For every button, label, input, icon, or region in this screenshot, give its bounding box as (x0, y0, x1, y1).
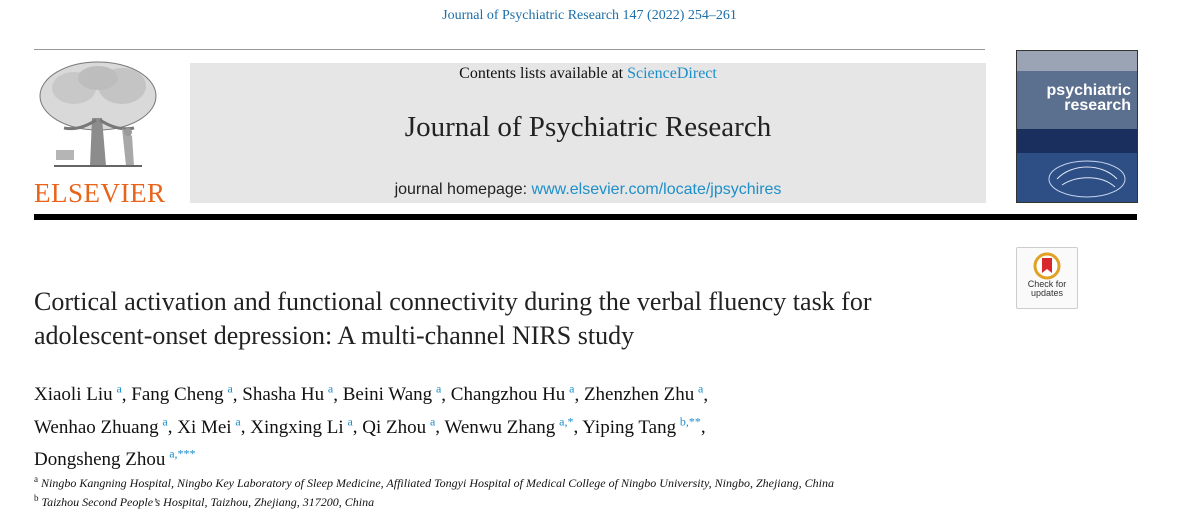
author-name[interactable]: Changzhou Hu (450, 384, 566, 406)
homepage-line (190, 181, 986, 199)
affiliation-b (34, 493, 1134, 510)
affiliation-text: Ningbo Kangning Hospital, Ningbo Key Laboratory of Sleep Medicine, Affiliated Tongyi Hospital of Medical College of Ningbo University, Ningbo, Zhejiang, China (41, 476, 834, 490)
affiliation-mark: a (34, 474, 38, 484)
author-affiliation-mark[interactable]: a (235, 414, 241, 429)
author-name[interactable]: Xiaoli Liu (34, 384, 113, 406)
author[interactable] (250, 414, 353, 438)
author-affiliation-mark[interactable]: a (429, 414, 436, 429)
article-title: Cortical activation and functional connectivity during the verbal fluency task for adolescent-onset depression: A multi-channel NIRS study (34, 287, 872, 350)
author-affiliation-mark[interactable]: a,* (559, 414, 574, 429)
author-separator: , (232, 384, 243, 406)
author[interactable] (343, 384, 442, 405)
elsevier-wordmark: ELSEVIER (34, 178, 166, 208)
author-separator: , (435, 416, 445, 438)
author-name[interactable]: Xingxing Li (250, 416, 344, 438)
author[interactable] (177, 414, 241, 438)
check-updates-line1: Check for (1027, 279, 1067, 289)
elsevier-tree-icon (34, 58, 162, 176)
affiliation-mark: b (34, 493, 39, 503)
author-affiliation-mark[interactable]: a (327, 382, 334, 396)
journal-cover-image[interactable] (1016, 50, 1138, 203)
author-affiliation-mark[interactable]: a (698, 382, 704, 396)
author-affiliation-mark[interactable]: a (347, 414, 353, 429)
author-separator: , (573, 416, 583, 438)
cover-title-line2: research (1064, 97, 1131, 114)
homepage-link[interactable]: www.elsevier.com/locate/jpsychires (531, 181, 782, 198)
author-affiliation-mark[interactable]: a (116, 382, 122, 396)
contents-prefix: Contents lists available at (459, 65, 628, 82)
cover-header-strip (1017, 51, 1137, 71)
author-name[interactable]: Qi Zhou (362, 416, 427, 438)
homepage-prefix: journal homepage: (394, 181, 532, 198)
author-name[interactable]: Zhenzhen Zhu (583, 384, 695, 406)
check-updates-icon (1033, 252, 1061, 280)
cover-title-line1: psychiatric (1046, 82, 1131, 99)
author-affiliation-mark[interactable]: a (227, 382, 233, 396)
author-name[interactable]: Wenwu Zhang (444, 416, 556, 438)
author-separator: , (121, 384, 132, 406)
masthead-divider (34, 214, 1137, 220)
affiliation-a (34, 474, 1134, 491)
author-name[interactable]: Fang Cheng (131, 384, 224, 406)
author-separator: , (574, 384, 584, 406)
author-separator: , (441, 384, 451, 406)
journal-citation: Journal of Psychiatric Research 147 (2022) 254–261 (442, 8, 737, 23)
check-for-updates-badge[interactable] (1016, 247, 1078, 309)
author-separator: , (333, 384, 343, 406)
author[interactable] (34, 414, 168, 438)
author-name[interactable]: Shasha Hu (242, 384, 325, 406)
author-name[interactable]: Beini Wang (342, 384, 433, 406)
brain-illustration-icon (1017, 153, 1137, 202)
sciencedirect-link[interactable]: ScienceDirect (627, 65, 717, 82)
author[interactable] (131, 384, 233, 405)
elsevier-logo[interactable] (34, 58, 166, 208)
author-affiliation-mark[interactable]: a (162, 414, 168, 429)
author-name[interactable]: Wenhao Zhuang (34, 416, 159, 438)
author-affiliation-mark[interactable]: a,*** (169, 446, 196, 461)
author-separator: , (700, 416, 706, 438)
author[interactable] (451, 384, 575, 405)
author-affiliation-mark[interactable]: b,** (679, 414, 701, 429)
author[interactable] (582, 414, 701, 438)
author-separator: , (240, 416, 251, 438)
author[interactable] (242, 384, 333, 405)
journal-masthead (190, 63, 986, 203)
author[interactable] (444, 414, 574, 438)
author-separator: , (703, 384, 709, 406)
author[interactable] (362, 414, 436, 438)
header-divider (34, 49, 985, 50)
author-affiliation-mark[interactable]: a (435, 382, 442, 396)
contents-line (190, 65, 986, 83)
author-name[interactable]: Xi Mei (177, 416, 232, 438)
author-separator: , (352, 416, 363, 438)
author-separator: , (167, 416, 178, 438)
cover-title (1047, 83, 1131, 113)
affiliation-text: Taizhou Second People’s Hospital, Taizhou, Zhejiang, 317200, China (41, 495, 375, 509)
author[interactable] (34, 384, 122, 405)
journal-name: Journal of Psychiatric Research (404, 111, 772, 143)
author[interactable] (584, 384, 703, 405)
cover-brain-art (1017, 153, 1137, 202)
author-name[interactable]: Dongsheng Zhou (34, 448, 166, 470)
author-list (34, 376, 994, 473)
check-updates-line2: updates (1030, 288, 1064, 298)
author-name[interactable]: Yiping Tang (582, 416, 677, 438)
author-affiliation-mark[interactable]: a (569, 382, 575, 396)
cover-band (1017, 129, 1137, 153)
author[interactable] (34, 446, 196, 470)
